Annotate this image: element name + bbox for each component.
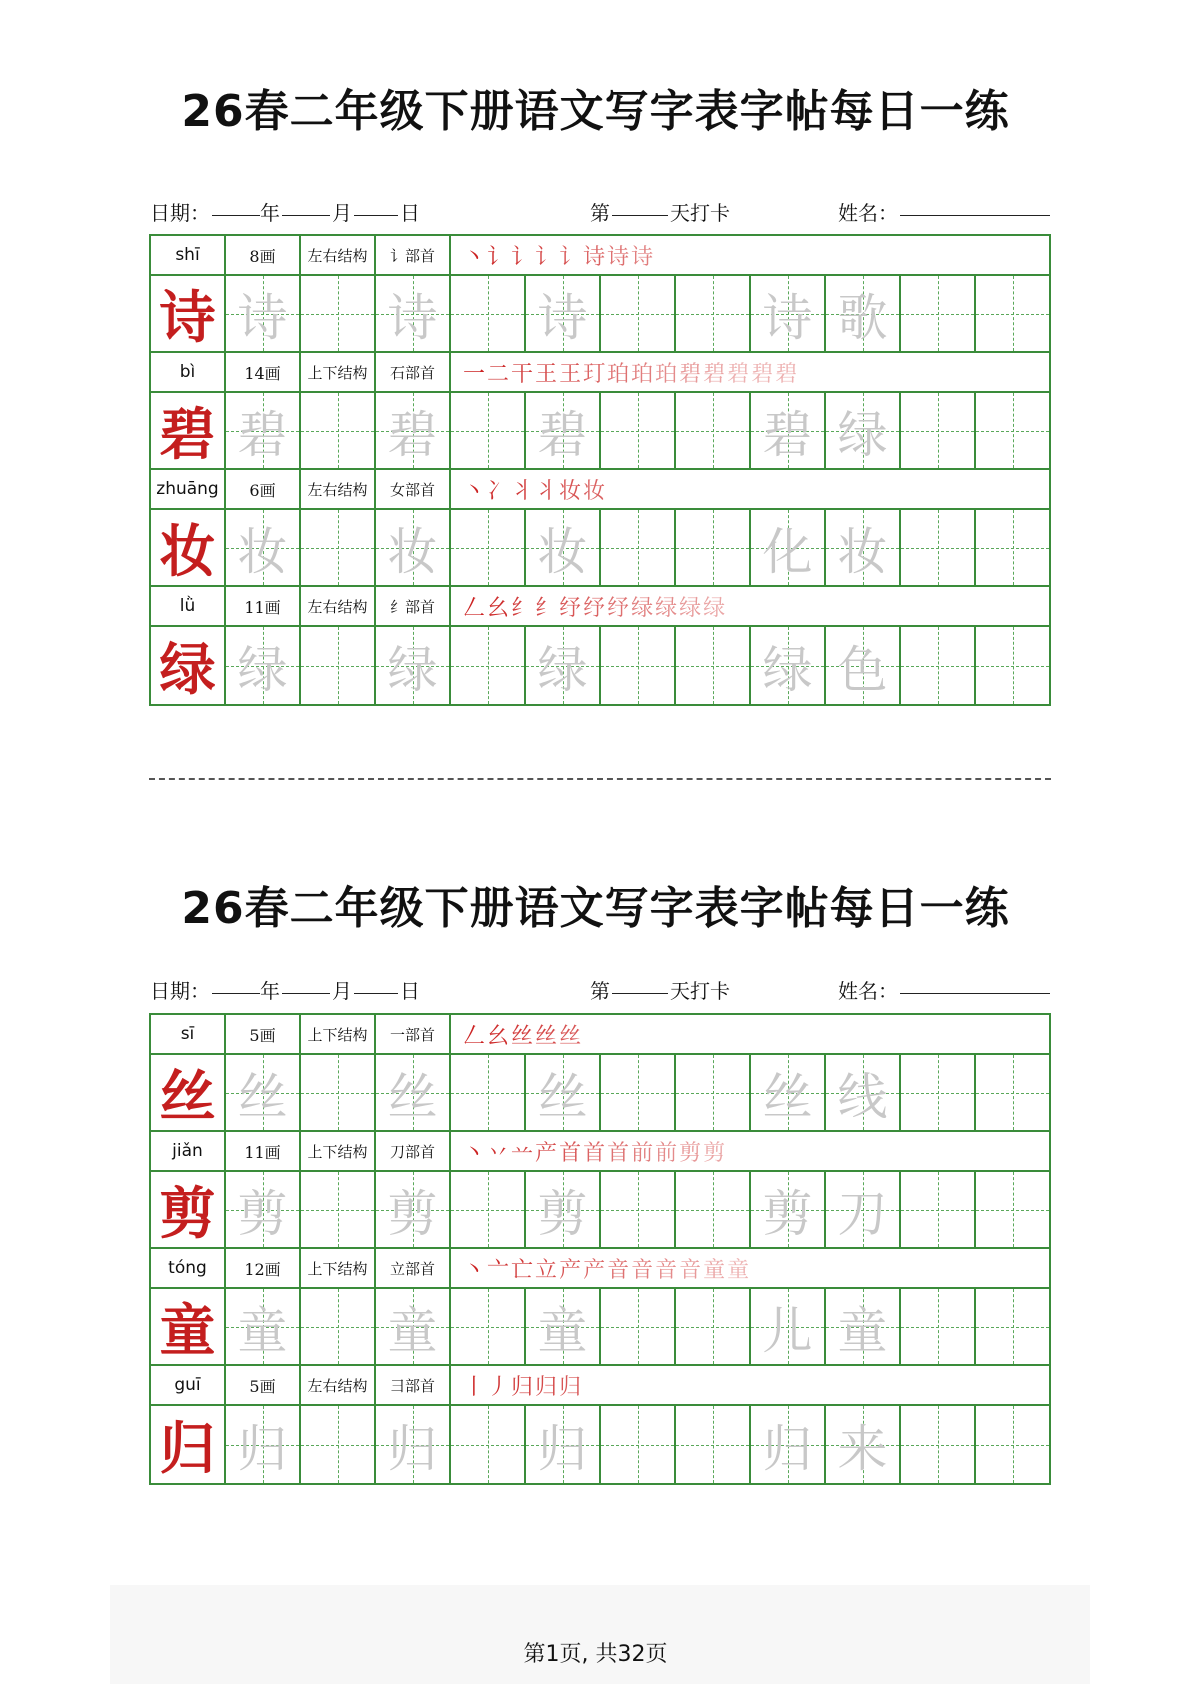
stroke-step: 丝 <box>559 1023 584 1049</box>
trace-char-cell <box>751 276 826 351</box>
char-info-row <box>151 1366 1049 1406</box>
char-glyph: 童 <box>387 1301 438 1360</box>
empty-practice-cell[interactable] <box>901 1055 976 1130</box>
empty-practice-cell[interactable] <box>451 1055 526 1130</box>
name-label: 姓名： <box>838 979 898 1003</box>
page-title: 26春二年级下册语文写字表字帖每日一练 <box>181 86 1010 137</box>
check-suffix: 天打卡 <box>670 979 730 1003</box>
trace-char-cell <box>751 1406 826 1483</box>
pinyin-cell: bì <box>151 353 226 391</box>
stroke-order <box>451 1249 1049 1287</box>
char-practice-row <box>151 1055 1049 1132</box>
stroke-step: 童 <box>727 1257 752 1283</box>
trace-char-cell <box>226 1289 301 1364</box>
char-glyph: 归 <box>387 1419 438 1478</box>
stroke-step: 丨 <box>463 1374 488 1400</box>
practice-grid-1 <box>149 234 1051 706</box>
pinyin-cell: shī <box>151 236 226 274</box>
strokes-cell: 14画 <box>226 353 301 391</box>
stroke-step: 王 <box>559 361 584 387</box>
strokes-cell: 8画 <box>226 236 301 274</box>
empty-practice-cell[interactable] <box>301 276 376 351</box>
empty-practice-cell[interactable] <box>601 1172 676 1247</box>
stroke-step: 剪 <box>679 1140 704 1166</box>
stroke-step: 首 <box>607 1140 632 1166</box>
strokes-cell: 5画 <box>226 1366 301 1404</box>
stroke-step: 首 <box>559 1140 584 1166</box>
month-label: 月 <box>332 979 352 1003</box>
empty-practice-cell[interactable] <box>976 276 1049 351</box>
trace-char-cell <box>526 1172 601 1247</box>
trace-char-cell <box>751 627 826 704</box>
char-glyph: 童 <box>837 1301 888 1360</box>
char-glyph: 剪 <box>762 1184 813 1243</box>
trace-char-cell <box>751 510 826 585</box>
stroke-step: 产 <box>583 1257 608 1283</box>
trace-char-cell <box>526 1289 601 1364</box>
empty-practice-cell[interactable] <box>301 1406 376 1483</box>
char-glyph: 童 <box>159 1297 216 1364</box>
trace-char-cell <box>376 1055 451 1130</box>
empty-practice-cell[interactable] <box>901 393 976 468</box>
info-bar-2 <box>150 975 1050 1005</box>
stroke-step: 碧 <box>679 361 704 387</box>
stroke-step: 丝 <box>511 1023 536 1049</box>
stroke-step: 前 <box>631 1140 656 1166</box>
strokes-cell: 11画 <box>226 1132 301 1170</box>
stroke-step: 䒑 <box>511 1140 536 1166</box>
empty-practice-cell[interactable] <box>901 1172 976 1247</box>
stroke-step: 纟 <box>511 595 536 621</box>
char-glyph: 归 <box>159 1415 216 1482</box>
char-glyph: 剪 <box>387 1184 438 1243</box>
stroke-step: 幺 <box>487 1023 512 1049</box>
empty-practice-cell[interactable] <box>901 510 976 585</box>
stroke-step: 碧 <box>727 361 752 387</box>
check-prefix: 第 <box>590 201 610 225</box>
stroke-step: 碧 <box>751 361 776 387</box>
structure-cell: 上下结构 <box>301 1015 376 1053</box>
char-practice-row <box>151 393 1049 470</box>
footer-bar <box>110 1585 1090 1684</box>
stroke-order <box>451 587 1049 625</box>
empty-practice-cell[interactable] <box>976 393 1049 468</box>
trace-char-cell <box>826 1406 901 1483</box>
radical-cell: 女部首 <box>376 470 451 508</box>
trace-char-cell <box>376 393 451 468</box>
stroke-order <box>451 1015 1049 1053</box>
pinyin-cell: jiǎn <box>151 1132 226 1170</box>
empty-practice-cell[interactable] <box>976 1406 1049 1483</box>
trace-char-cell <box>526 276 601 351</box>
char-glyph: 归 <box>237 1419 288 1478</box>
trace-char-cell <box>376 1406 451 1483</box>
stroke-step: 丿 <box>487 1374 512 1400</box>
empty-practice-cell[interactable] <box>676 1406 751 1483</box>
date-label: 日期： <box>150 979 210 1003</box>
char-glyph: 丝 <box>387 1067 438 1126</box>
stroke-step: 立 <box>535 1257 560 1283</box>
trace-char-cell <box>826 1172 901 1247</box>
stroke-order <box>451 353 1049 391</box>
trace-char-cell <box>751 1172 826 1247</box>
char-glyph: 绿 <box>159 636 216 703</box>
trace-char-cell <box>376 510 451 585</box>
empty-practice-cell[interactable] <box>676 393 751 468</box>
trace-char-cell <box>226 393 301 468</box>
model-char-cell <box>151 627 226 704</box>
empty-practice-cell[interactable] <box>676 1172 751 1247</box>
char-glyph: 儿 <box>762 1301 813 1360</box>
strokes-cell: 6画 <box>226 470 301 508</box>
empty-practice-cell[interactable] <box>451 393 526 468</box>
model-char-cell <box>151 1289 226 1364</box>
trace-char-cell <box>526 393 601 468</box>
stroke-step: 珀 <box>631 361 656 387</box>
trace-char-cell <box>376 627 451 704</box>
empty-practice-cell[interactable] <box>901 276 976 351</box>
month-label: 月 <box>332 201 352 225</box>
date-label: 日期： <box>150 201 210 225</box>
trace-char-cell <box>826 627 901 704</box>
empty-practice-cell[interactable] <box>451 510 526 585</box>
empty-practice-cell[interactable] <box>601 627 676 704</box>
year-label: 年 <box>260 979 280 1003</box>
pinyin-cell: sī <box>151 1015 226 1053</box>
structure-cell: 左右结构 <box>301 470 376 508</box>
structure-cell: 左右结构 <box>301 587 376 625</box>
char-glyph: 歌 <box>837 288 888 347</box>
empty-practice-cell[interactable] <box>676 276 751 351</box>
stroke-step: 亡 <box>511 1257 536 1283</box>
empty-practice-cell[interactable] <box>601 1289 676 1364</box>
empty-practice-cell[interactable] <box>901 627 976 704</box>
model-char-cell <box>151 1055 226 1130</box>
stroke-order <box>451 236 1049 274</box>
empty-practice-cell[interactable] <box>451 627 526 704</box>
empty-practice-cell[interactable] <box>301 1055 376 1130</box>
stroke-step: 二 <box>487 361 512 387</box>
char-glyph: 丝 <box>159 1063 216 1130</box>
empty-practice-cell[interactable] <box>301 1172 376 1247</box>
stroke-step: 绿 <box>679 595 704 621</box>
stroke-step: 纾 <box>583 595 608 621</box>
structure-cell: 上下结构 <box>301 353 376 391</box>
stroke-step: 亠 <box>487 1257 512 1283</box>
empty-practice-cell[interactable] <box>601 510 676 585</box>
char-glyph: 妆 <box>387 522 438 581</box>
empty-practice-cell[interactable] <box>451 1406 526 1483</box>
char-glyph: 丝 <box>537 1067 588 1126</box>
trace-char-cell <box>826 393 901 468</box>
char-glyph: 妆 <box>159 518 216 585</box>
empty-practice-cell[interactable] <box>301 510 376 585</box>
stroke-step: 诗 <box>583 244 608 270</box>
trace-char-cell <box>826 276 901 351</box>
char-glyph: 丝 <box>237 1067 288 1126</box>
empty-practice-cell[interactable] <box>601 276 676 351</box>
info-bar <box>150 197 1050 227</box>
trace-char-cell <box>226 627 301 704</box>
char-glyph: 绿 <box>762 640 813 699</box>
trace-char-cell <box>226 276 301 351</box>
stroke-step: 玎 <box>583 361 608 387</box>
model-char-cell <box>151 510 226 585</box>
char-glyph: 诗 <box>159 284 216 351</box>
cut-line <box>149 778 1051 780</box>
pinyin-cell: zhuāng <box>151 470 226 508</box>
trace-char-cell <box>376 1289 451 1364</box>
stroke-step: 前 <box>655 1140 680 1166</box>
char-glyph: 绿 <box>387 640 438 699</box>
empty-practice-cell[interactable] <box>301 627 376 704</box>
empty-practice-cell[interactable] <box>451 1172 526 1247</box>
char-practice-row <box>151 1406 1049 1483</box>
empty-practice-cell[interactable] <box>676 1289 751 1364</box>
trace-char-cell <box>826 510 901 585</box>
stroke-step: 丶 <box>463 244 488 270</box>
empty-practice-cell[interactable] <box>601 1055 676 1130</box>
stroke-step: 丶 <box>463 1257 488 1283</box>
radical-cell: 一部首 <box>376 1015 451 1053</box>
char-glyph: 绿 <box>237 640 288 699</box>
check-prefix: 第 <box>590 979 610 1003</box>
year-label: 年 <box>260 201 280 225</box>
stroke-step: 冫 <box>487 478 512 504</box>
char-info-row <box>151 353 1049 393</box>
char-glyph: 碧 <box>237 405 288 464</box>
stroke-step: 绿 <box>703 595 728 621</box>
page-number: 第1页, 共32页 <box>523 1642 668 1667</box>
stroke-step: 干 <box>511 361 536 387</box>
trace-char-cell <box>826 1055 901 1130</box>
char-glyph: 童 <box>537 1301 588 1360</box>
trace-char-cell <box>526 627 601 704</box>
pinyin-cell: tóng <box>151 1249 226 1287</box>
char-glyph: 诗 <box>537 288 588 347</box>
char-glyph: 剪 <box>159 1180 216 1247</box>
char-practice-row <box>151 1289 1049 1366</box>
empty-practice-cell[interactable] <box>601 1406 676 1483</box>
stroke-step: 丝 <box>535 1023 560 1049</box>
stroke-step: 产 <box>535 1140 560 1166</box>
stroke-step: 童 <box>703 1257 728 1283</box>
char-glyph: 剪 <box>237 1184 288 1243</box>
empty-practice-cell[interactable] <box>301 393 376 468</box>
radical-cell: 石部首 <box>376 353 451 391</box>
char-glyph: 绿 <box>837 405 888 464</box>
char-practice-row <box>151 1172 1049 1249</box>
char-glyph: 刀 <box>837 1184 888 1243</box>
stroke-step: 丶 <box>463 478 488 504</box>
char-glyph: 诗 <box>762 288 813 347</box>
char-glyph: 绿 <box>537 640 588 699</box>
stroke-step: 讠 <box>511 244 536 270</box>
stroke-step: 纟 <box>535 595 560 621</box>
structure-cell: 上下结构 <box>301 1249 376 1287</box>
structure-cell: 左右结构 <box>301 236 376 274</box>
stroke-order <box>451 1366 1049 1404</box>
stroke-step: 一 <box>463 361 488 387</box>
empty-practice-cell[interactable] <box>301 1289 376 1364</box>
empty-practice-cell[interactable] <box>451 276 526 351</box>
char-glyph: 童 <box>237 1301 288 1360</box>
empty-practice-cell[interactable] <box>976 627 1049 704</box>
char-glyph: 来 <box>837 1419 888 1478</box>
char-glyph: 妆 <box>237 522 288 581</box>
pinyin-cell: lǜ <box>151 587 226 625</box>
trace-char-cell <box>526 510 601 585</box>
trace-char-cell <box>226 1406 301 1483</box>
char-practice-row <box>151 276 1049 353</box>
empty-practice-cell[interactable] <box>976 1055 1049 1130</box>
empty-practice-cell[interactable] <box>976 1172 1049 1247</box>
empty-practice-cell[interactable] <box>676 510 751 585</box>
model-char-cell <box>151 276 226 351</box>
trace-char-cell <box>751 393 826 468</box>
strokes-cell: 12画 <box>226 1249 301 1287</box>
char-glyph: 妆 <box>837 522 888 581</box>
stroke-step: 归 <box>559 1374 584 1400</box>
empty-practice-cell[interactable] <box>976 1289 1049 1364</box>
char-glyph: 妆 <box>537 522 588 581</box>
check-suffix: 天打卡 <box>670 201 730 225</box>
stroke-step: 首 <box>583 1140 608 1166</box>
stroke-step: 王 <box>535 361 560 387</box>
char-glyph: 剪 <box>537 1184 588 1243</box>
empty-practice-cell[interactable] <box>676 1055 751 1130</box>
stroke-step: 妆 <box>559 478 584 504</box>
char-info-row <box>151 587 1049 627</box>
stroke-step: 音 <box>679 1257 704 1283</box>
stroke-step: 珀 <box>655 361 680 387</box>
char-info-row <box>151 236 1049 276</box>
radical-cell: 彐部首 <box>376 1366 451 1404</box>
day-label: 日 <box>400 201 420 225</box>
stroke-step: 丬 <box>535 478 560 504</box>
char-glyph: 碧 <box>387 405 438 464</box>
strokes-cell: 11画 <box>226 587 301 625</box>
char-info-row <box>151 470 1049 510</box>
stroke-step: 音 <box>607 1257 632 1283</box>
stroke-step: 讠 <box>559 244 584 270</box>
structure-cell: 左右结构 <box>301 1366 376 1404</box>
trace-char-cell <box>751 1055 826 1130</box>
practice-grid-2 <box>149 1013 1051 1485</box>
trace-char-cell <box>526 1406 601 1483</box>
char-glyph: 碧 <box>537 405 588 464</box>
char-practice-row <box>151 627 1049 704</box>
model-char-cell <box>151 1172 226 1247</box>
structure-cell: 上下结构 <box>301 1132 376 1170</box>
char-glyph: 归 <box>537 1419 588 1478</box>
stroke-step: 纾 <box>607 595 632 621</box>
stroke-step: 𠃋 <box>463 595 488 621</box>
stroke-step: 珀 <box>607 361 632 387</box>
empty-practice-cell[interactable] <box>451 1289 526 1364</box>
stroke-step: 诗 <box>631 244 656 270</box>
trace-char-cell <box>376 1172 451 1247</box>
stroke-step: 讠 <box>535 244 560 270</box>
trace-char-cell <box>826 1289 901 1364</box>
name-label: 姓名： <box>838 201 898 225</box>
stroke-step: 诗 <box>607 244 632 270</box>
stroke-step: 碧 <box>703 361 728 387</box>
char-info-row <box>151 1249 1049 1289</box>
stroke-step: 丶 <box>463 1140 488 1166</box>
char-glyph: 碧 <box>159 401 216 468</box>
stroke-step: 纾 <box>559 595 584 621</box>
char-practice-row <box>151 510 1049 587</box>
char-glyph: 诗 <box>237 288 288 347</box>
char-glyph: 碧 <box>762 405 813 464</box>
char-glyph: 线 <box>837 1067 888 1126</box>
radical-cell: 立部首 <box>376 1249 451 1287</box>
empty-practice-cell[interactable] <box>901 1406 976 1483</box>
trace-char-cell <box>226 510 301 585</box>
empty-practice-cell[interactable] <box>976 510 1049 585</box>
empty-practice-cell[interactable] <box>676 627 751 704</box>
stroke-order <box>451 1132 1049 1170</box>
char-glyph: 诗 <box>387 288 438 347</box>
stroke-step: 妆 <box>583 478 608 504</box>
char-info-row <box>151 1132 1049 1172</box>
stroke-step: 音 <box>631 1257 656 1283</box>
empty-practice-cell[interactable] <box>601 393 676 468</box>
stroke-step: 丷 <box>487 1140 512 1166</box>
char-glyph: 色 <box>837 640 888 699</box>
stroke-step: 归 <box>511 1374 536 1400</box>
pinyin-cell: guī <box>151 1366 226 1404</box>
char-glyph: 归 <box>762 1419 813 1478</box>
stroke-step: 幺 <box>487 595 512 621</box>
empty-practice-cell[interactable] <box>901 1289 976 1364</box>
trace-char-cell <box>376 276 451 351</box>
trace-char-cell <box>226 1172 301 1247</box>
trace-char-cell <box>226 1055 301 1130</box>
trace-char-cell <box>526 1055 601 1130</box>
stroke-step: 讠 <box>487 244 512 270</box>
stroke-step: 剪 <box>703 1140 728 1166</box>
trace-char-cell <box>751 1289 826 1364</box>
char-glyph: 丝 <box>762 1067 813 1126</box>
stroke-step: 产 <box>559 1257 584 1283</box>
stroke-step: 𠃋 <box>463 1023 488 1049</box>
char-glyph: 化 <box>762 522 813 581</box>
stroke-step: 绿 <box>631 595 656 621</box>
stroke-step: 归 <box>535 1374 560 1400</box>
page-title-2: 26春二年级下册语文写字表字帖每日一练 <box>181 883 1010 934</box>
char-info-row <box>151 1015 1049 1055</box>
day-label: 日 <box>400 979 420 1003</box>
strokes-cell: 5画 <box>226 1015 301 1053</box>
radical-cell: 讠部首 <box>376 236 451 274</box>
stroke-step: 绿 <box>655 595 680 621</box>
stroke-order <box>451 470 1049 508</box>
model-char-cell <box>151 393 226 468</box>
stroke-step: 音 <box>655 1257 680 1283</box>
model-char-cell <box>151 1406 226 1483</box>
stroke-step: 丬 <box>511 478 536 504</box>
stroke-step: 碧 <box>775 361 800 387</box>
radical-cell: 纟部首 <box>376 587 451 625</box>
radical-cell: 刀部首 <box>376 1132 451 1170</box>
